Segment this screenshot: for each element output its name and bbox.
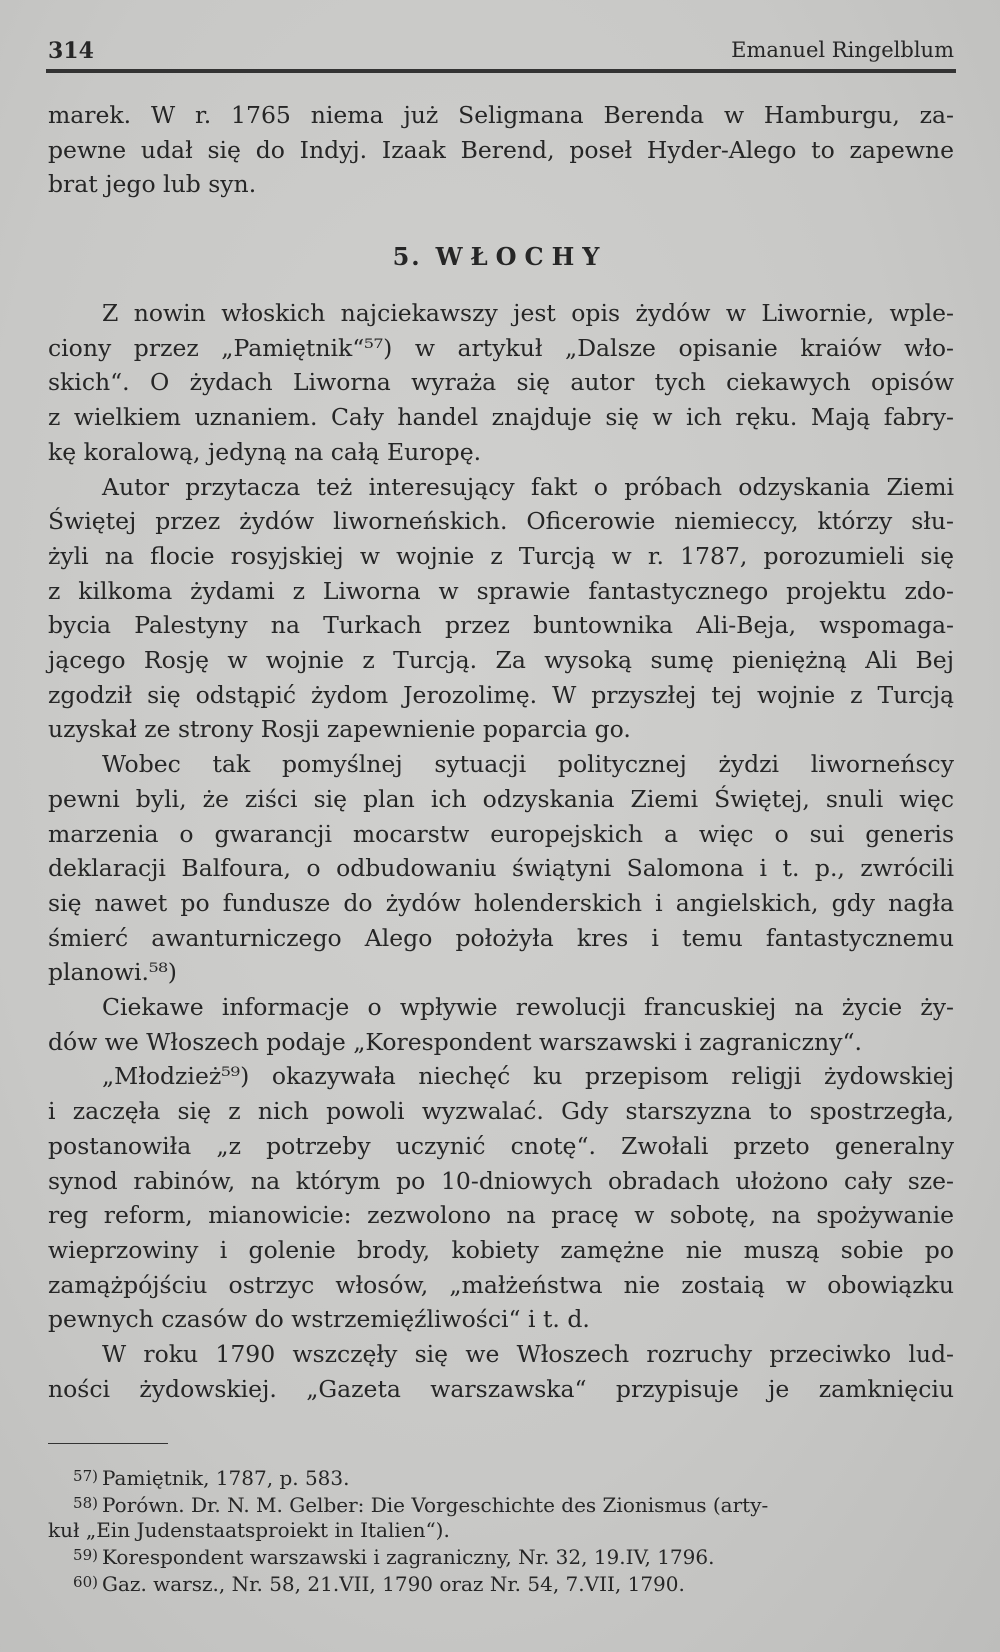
footnote-mark: 60)	[73, 1573, 98, 1591]
text-line: żyli na flocie rosyjskiej w wojnie z Turcją w r. 1787, porozumieli się	[48, 541, 954, 570]
text-line: dów we Włoszech podaje „Korespondent warszawski i zagraniczny“.	[48, 1027, 862, 1056]
page-header	[48, 38, 954, 68]
text-line: z kilkoma żydami z Liworna w sprawie fantastycznego projektu zdo-	[48, 576, 954, 605]
text-line: wieprzowiny i golenie brody, kobiety zamężne nie muszą sobie po	[48, 1235, 954, 1264]
text-line: postanowiła „z potrzeby uczynić cnotę“. Zwołali przeto generalny	[48, 1131, 954, 1160]
text-line: bycia Palestyny na Turkach przez buntownika Ali-Beja, wspomaga-	[48, 611, 954, 640]
footnote-separator	[48, 1443, 168, 1444]
footnote-text: Pamiętnik, 1787, p. 583.	[102, 1466, 350, 1490]
text-line: Z nowin włoskich najciekawszy jest opis żydów w Liwornie, wple-	[102, 299, 954, 327]
footnote	[48, 1464, 954, 1491]
footnote-text: Gaz. warsz., Nr. 58, 21.VII, 1790 oraz Nr. 54, 7.VII, 1790.	[102, 1572, 685, 1596]
text-line: W roku 1790 wszczęły się we Włoszech rozruchy przeciwko lud-	[102, 1340, 954, 1369]
section-number: 5.	[392, 242, 422, 271]
text-line: pewne udał się do Indyj. Izaak Berend, poseł Hyder-Alego to zapewne	[48, 135, 954, 164]
text-line: pewnych czasów do wstrzemięźliwości“ i t. d.	[48, 1305, 590, 1334]
text-line: się nawet po fundusze do żydów holenderskich i angielskich, gdy nagła	[48, 888, 954, 917]
text-line: „Młodzież⁵⁹) okazywała niechęć ku przepisom religji żydowskiej	[102, 1062, 954, 1091]
body-text-main	[48, 296, 954, 1407]
footnotes	[48, 1464, 954, 1597]
text-line: Świętej przez żydów liworneńskich. Oficerowie niemieccy, którzy słu-	[48, 507, 954, 536]
text-line: Autor przytacza też interesujący fakt o próbach odzyskania Ziemi	[102, 472, 954, 501]
text-line: deklaracji Balfoura, o odbudowaniu świątyni Salomona i t. p., zwrócili	[48, 854, 954, 883]
footnote-text: Porówn. Dr. N. M. Gelber: Die Vorgeschichte des Zionismus (arty-	[102, 1493, 769, 1517]
text-line: reg reform, mianowicie: zezwolono na pracę w sobotę, na spożywanie	[48, 1201, 954, 1230]
footnote-mark: 57)	[73, 1467, 98, 1485]
text-line: Ciekawe informacje o wpływie rewolucji francuskiej na życie ży-	[102, 993, 954, 1022]
text-line: zamążpójściu ostrzyc włosów, „małżeństwa nie zostaią w obowiązku	[48, 1270, 954, 1299]
section-title: WŁOCHY	[435, 242, 608, 271]
text-line: Wobec tak pomyślnej sytuacji politycznej żydzi liworneńscy	[102, 750, 954, 779]
footnote-text: kuł „Ein Judenstaatsproiekt in Italien“).	[48, 1518, 450, 1542]
body-text-top	[48, 98, 954, 202]
footnote	[48, 1570, 954, 1597]
footnote-mark: 58)	[73, 1494, 98, 1512]
text-line: marek. W r. 1765 niema już Seligmana Berenda w Hamburgu, za-	[48, 101, 954, 129]
text-line: synod rabinów, na którym po 10-dniowych obradach ułożono cały sze-	[48, 1166, 954, 1195]
footnote	[48, 1491, 954, 1518]
text-line: z wielkiem uznaniem. Cały handel znajduje się w ich ręku. Mają fabry-	[48, 403, 954, 432]
text-line: ności żydowskiej. „Gazeta warszawska“ przypisuje je zamknięciu	[48, 1374, 954, 1403]
running-head: Emanuel Ringelblum	[731, 38, 954, 62]
section-heading	[0, 242, 1000, 271]
text-line: marzenia o gwarancji mocarstw europejskich a więc o sui generis	[48, 819, 954, 848]
footnote	[48, 1543, 954, 1570]
text-line: uzyskał ze strony Rosji zapewnienie poparcia go.	[48, 715, 631, 744]
footnote-text: Korespondent warszawski i zagraniczny, Nr. 32, 19.IV, 1796.	[102, 1545, 715, 1569]
page-number: 314	[48, 38, 94, 64]
text-line: skich“. O żydach Liworna wyraża się autor tych ciekawych opisów	[48, 368, 954, 397]
footnote	[48, 1518, 954, 1543]
text-line: ciony przez „Pamiętnik“⁵⁷) w artykuł „Dalsze opisanie kraiów wło-	[48, 333, 954, 362]
text-line: śmierć awanturniczego Alego położyła kres i temu fantastycznemu	[48, 923, 954, 952]
text-line: kę koralową, jedyną na całą Europę.	[48, 437, 482, 466]
text-line: pewni byli, że ziści się plan ich odzyskania Ziemi Świętej, snuli więc	[48, 784, 954, 813]
text-line: zgodził się odstąpić żydom Jerozolimę. W przyszłej tej wojnie z Turcją	[48, 680, 954, 709]
text-line: i zaczęła się z nich powoli wyzwalać. Gdy starszyzna to spostrzegła,	[48, 1097, 954, 1126]
text-line: planowi.⁵⁸)	[48, 958, 177, 987]
text-line: jącego Rosję w wojnie z Turcją. Za wysoką sumę pieniężną Ali Bej	[48, 646, 954, 675]
footnote-mark: 59)	[73, 1546, 98, 1564]
header-rule	[46, 69, 956, 73]
text-line: brat jego lub syn.	[48, 170, 257, 199]
